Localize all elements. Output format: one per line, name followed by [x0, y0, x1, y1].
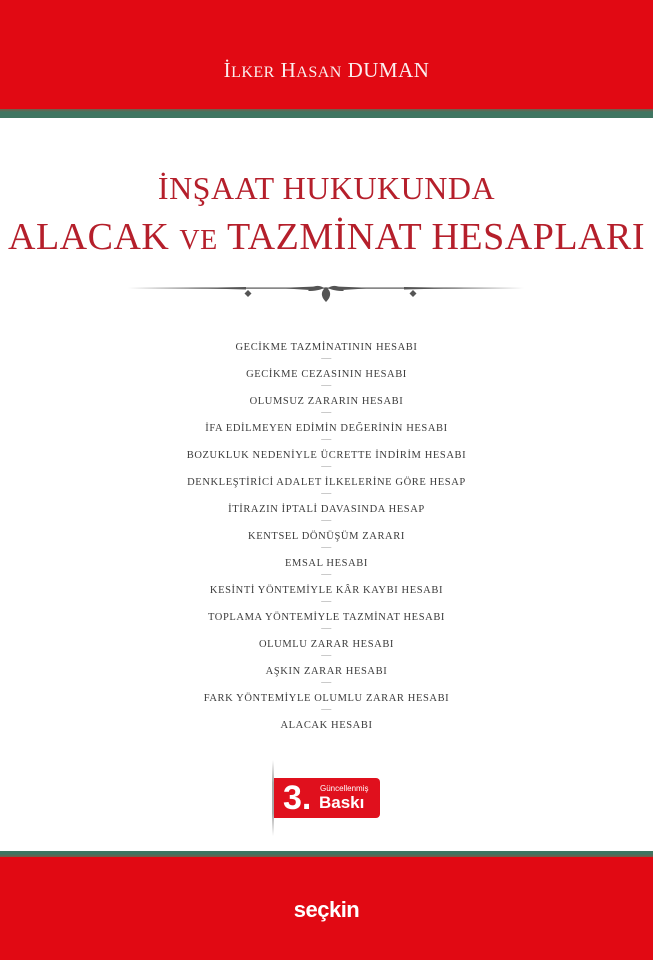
topic-separator: —	[321, 487, 332, 499]
topic-item: BOZUKLUK NEDENİYLE ÜCRETTE İNDİRİM HESABI	[186, 450, 467, 461]
topic-separator: —	[321, 379, 332, 391]
edition-big-label: Baskı	[319, 793, 365, 812]
topic-separator: —	[321, 568, 332, 580]
topic-item: GECİKME CEZASININ HESABI	[246, 369, 407, 380]
topic-separator: —	[321, 406, 332, 418]
topic-item: TOPLAMA YÖNTEMİYLE TAZMİNAT HESABI	[207, 612, 446, 623]
topic-separator: —	[321, 352, 332, 364]
edition-small-label: Güncellenmiş	[320, 784, 369, 793]
topic-item: KENTSEL DÖNÜŞÜM ZARARI	[248, 531, 405, 542]
topic-separator: —	[321, 676, 332, 688]
topic-separator: —	[321, 595, 332, 607]
author-first-rest: LKER	[231, 64, 275, 81]
edition-badge	[274, 778, 380, 818]
author-name	[0, 58, 653, 83]
topic-item: KESİNTİ YÖNTEMİYLE KÂR KAYBI HESABI	[209, 585, 444, 596]
top-red-band	[0, 0, 653, 109]
topic-item: İFA EDİLMEYEN EDİMİN DEĞERİNİN HESABI	[205, 423, 448, 434]
edition-number: 3.	[283, 779, 312, 817]
topic-separator: —	[321, 703, 332, 715]
topic-item: GECİKME TAZMİNATININ HESABI	[235, 342, 418, 353]
topic-separator: —	[321, 649, 332, 661]
author-middle-rest: ASAN	[296, 64, 342, 81]
book-title-line-2	[0, 215, 653, 259]
topic-separator: —	[321, 622, 332, 634]
topic-item: FARK YÖNTEMİYLE OLUMLU ZARAR HESABI	[203, 693, 450, 704]
floral-divider-icon	[128, 281, 524, 307]
author-last-name: DUMAN	[347, 58, 430, 82]
title-word-alacak: ALACAK	[8, 216, 170, 258]
title-word-ve: VE	[179, 225, 218, 256]
topic-item: ALACAK HESABI	[280, 720, 373, 731]
title-word-tazminat-hesaplari: TAZMİNAT HESAPLARI	[227, 216, 645, 258]
topic-separator: —	[321, 514, 332, 526]
top-green-stripe	[0, 109, 653, 118]
author-first-initial: İ	[223, 58, 232, 82]
topics-list	[0, 341, 653, 733]
topic-item: DENKLEŞTİRİCİ ADALET İLKELERİNE GÖRE HESAP	[187, 477, 466, 488]
topic-item: İTİRAZIN İPTALİ DAVASINDA HESAP	[228, 504, 425, 515]
topic-item: EMSAL HESABI	[285, 558, 368, 569]
topic-item: OLUMLU ZARAR HESABI	[258, 639, 395, 650]
publisher-logo: seçkin	[293, 897, 360, 922]
topic-item: OLUMSUZ ZARARIN HESABI	[249, 396, 404, 407]
topic-separator: —	[321, 541, 332, 553]
book-title-line-1: İNŞAAT HUKUKUNDA	[157, 170, 496, 206]
topic-separator: —	[321, 460, 332, 472]
author-middle-initial: H	[280, 58, 297, 82]
topic-item: AŞKIN ZARAR HESABI	[265, 666, 388, 677]
topic-separator: —	[321, 433, 332, 445]
